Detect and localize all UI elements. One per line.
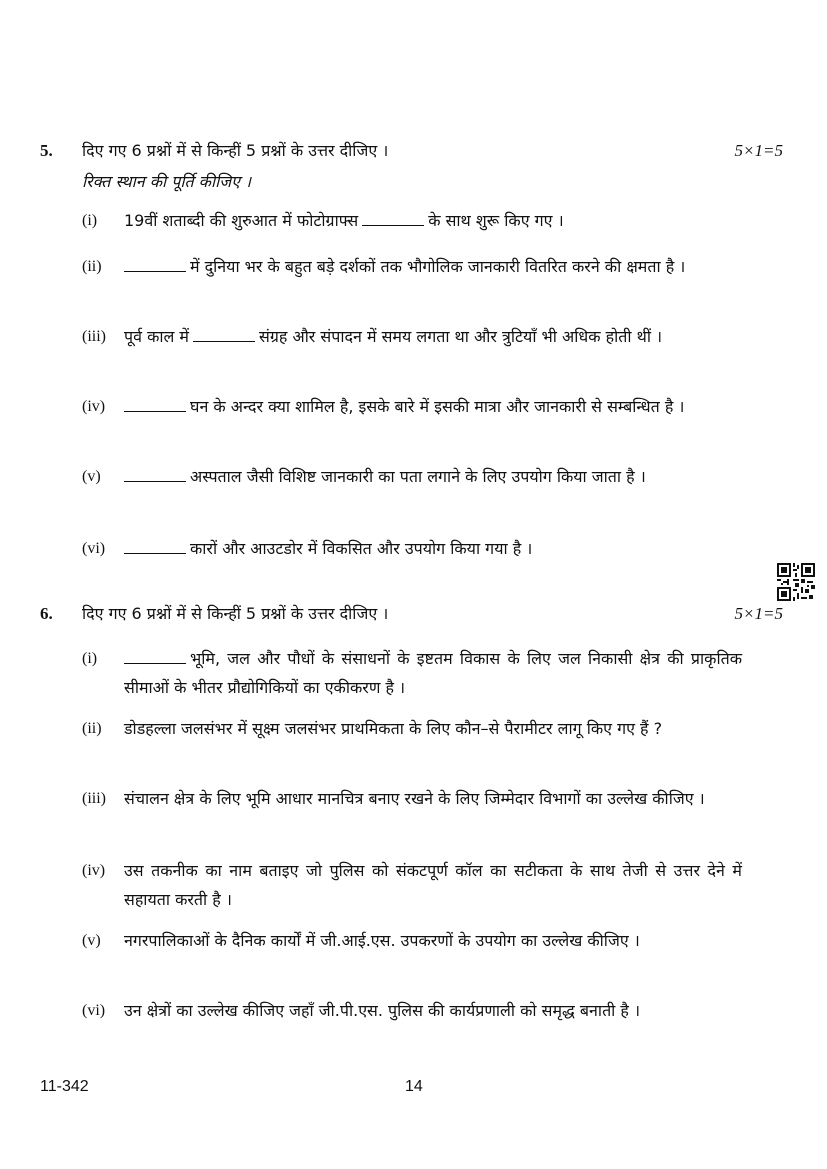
fill-blank (193, 327, 255, 342)
item-number: (ii) (82, 258, 102, 275)
item-text-before: पूर्व काल में (124, 327, 190, 346)
qr-code-icon (777, 563, 815, 601)
fill-blank (124, 649, 186, 664)
question-marks: 5×1=5 (734, 604, 783, 623)
q5-item-vi (82, 534, 742, 563)
q5-item-v (82, 462, 742, 491)
fill-blank (124, 539, 186, 554)
item-text-after: घन के अन्दर क्या शामिल है, इसके बारे में इसकी मात्रा और जानकारी से सम्बन्धित है । (190, 397, 685, 416)
question-text: दिए गए 6 प्रश्नों में से किन्हीं 5 प्रश्नों के उत्तर दीजिए । (82, 141, 389, 160)
item-text-after: संग्रह और संपादन में समय लगता था और त्रुटियाँ भी अधिक होती थीं । (259, 327, 663, 346)
q6-item-vi (82, 996, 742, 1025)
item-number: (iv) (82, 862, 106, 879)
q6-item-ii (82, 714, 742, 743)
question-number: 5. (40, 141, 53, 160)
item-number: (iii) (82, 790, 106, 807)
question-text: दिए गए 6 प्रश्नों में से किन्हीं 5 प्रश्नों के उत्तर दीजिए । (82, 604, 389, 623)
item-text-after: कारों और आउटडोर में विकसित और उपयोग किया गया है । (190, 539, 533, 558)
item-number: (v) (82, 932, 101, 949)
question-marks: 5×1=5 (734, 141, 783, 160)
fill-blank (124, 397, 186, 412)
item-text-after: भूमि, जल और पौधों के संसाधनों के इष्टतम विकास के लिए जल निकासी क्षेत्र की प्राकृतिक सीमाओं के भीतर प्रौद्योगिकियों का एकीकरण है । (124, 649, 742, 697)
item-text: नगरपालिकाओं के दैनिक कार्यों में जी.आई.एस. उपकरणों के उपयोग का उल्लेख कीजिए । (124, 931, 640, 950)
item-text-before: 19वीं शताब्दी की शुरुआत में फोटोग्राफ्स (124, 211, 359, 230)
item-text-after: के साथ शुरू किए गए । (428, 211, 564, 230)
item-number: (ii) (82, 720, 102, 737)
q5-item-iv (82, 392, 742, 421)
fill-blank (362, 211, 424, 226)
item-number: (i) (82, 212, 98, 229)
fill-blank (124, 467, 186, 482)
item-number: (i) (82, 650, 98, 667)
item-text: उस तकनीक का नाम बताइए जो पुलिस को संकटपूर्ण कॉल का सटीकता के साथ तेजी से उत्तर देने में सहायता करती है । (124, 861, 742, 909)
item-number: (vi) (82, 540, 106, 557)
q5-item-i (82, 206, 742, 235)
item-number: (vi) (82, 1002, 106, 1019)
item-number: (iii) (82, 328, 106, 345)
q6-item-i (82, 644, 742, 702)
item-text-after: में दुनिया भर के बहुत बड़े दर्शकों तक भौगोलिक जानकारी वितरित करने की क्षमता है । (190, 257, 686, 276)
q5-item-iii (82, 322, 742, 351)
q6-item-iii (82, 784, 742, 813)
item-number: (v) (82, 468, 101, 485)
item-text: उन क्षेत्रों का उल्लेख कीजिए जहाँ जी.पी.एस. पुलिस की कार्यप्रणाली को समृद्ध बनाती है । (124, 1001, 641, 1020)
q6-item-v (82, 926, 742, 955)
item-number: (iv) (82, 398, 106, 415)
item-text: संचालन क्षेत्र के लिए भूमि आधार मानचित्र बनाए रखने के लिए जिम्मेदार विभागों का उल्लेख कीजिए । (124, 789, 705, 808)
paper-code: 11-342 (40, 1078, 89, 1095)
fill-blank (124, 257, 186, 272)
item-text: डोडहल्ला जलसंभर में सूक्ष्म जलसंभर प्राथमिकता के लिए कौन–से पैरामीटर लागू किए गए हैं ? (124, 719, 663, 738)
page-number: 14 (405, 1078, 423, 1095)
q6-item-iv (82, 856, 742, 914)
item-text-after: अस्पताल जैसी विशिष्ट जानकारी का पता लगाने के लिए उपयोग किया जाता है । (190, 467, 646, 486)
q5-item-ii (82, 252, 742, 281)
question-number: 6. (40, 604, 53, 623)
question-5-instruction: रिक्त स्थान की पूर्ति कीजिए । (82, 172, 252, 191)
